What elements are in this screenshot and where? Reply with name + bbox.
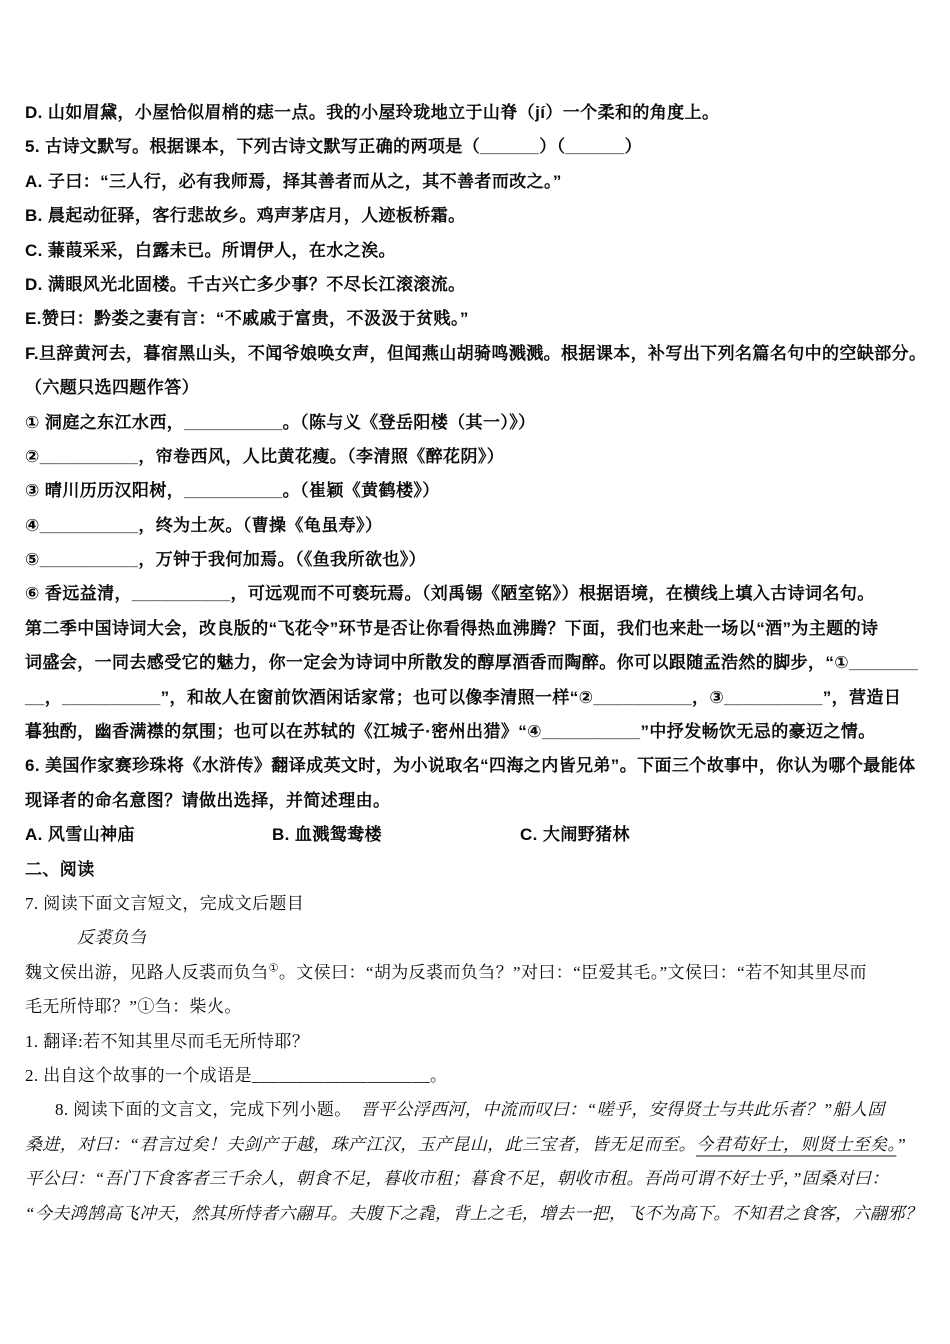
text-segment: 第二季中国诗词大会，改良版的“飞花令”环节是否让你看得热血沸腾？下面，我们也来赴一场以“酒”为主题的诗 bbox=[25, 618, 879, 638]
text-segment: __，__________”，和故人在窗前饮酒闲话家常；也可以像李清照一样“②__________，③__________”，营造日 bbox=[25, 687, 902, 707]
passage-1-title bbox=[25, 921, 925, 955]
question-5-stem bbox=[25, 130, 925, 164]
text-segment: 暮独酌，幽香满襟的氛围；也可以在苏轼的《江城子·密州出猎》“④__________”中抒发畅饮无忌的豪迈之情。 bbox=[25, 722, 876, 742]
text-segment: 7. 阅读下面文言短文，完成文后题目 bbox=[25, 893, 305, 913]
text-segment: 桑进，对曰：“君言过矣！夫剑产于越，珠产江汉，玉产昆山，此三宝者，皆无足而至。 bbox=[25, 1134, 697, 1154]
text-segment: E.赞曰：黔娄之妻有言：“不戚戚于富贵，不汲汲于贫贱。” bbox=[25, 309, 469, 329]
text-segment: 二、阅读 bbox=[25, 859, 95, 879]
context-paragraph-line-1 bbox=[25, 612, 925, 646]
question-6-stem-line-1 bbox=[25, 749, 925, 783]
dictation-blank-2 bbox=[25, 440, 925, 474]
text-segment: ① 洞庭之东江水西，__________。（陈与义《登岳阳楼（其一）》） bbox=[25, 412, 536, 432]
question-5-option-a bbox=[25, 165, 925, 199]
text-segment: ④__________，终为土灰。（曹操《龟虽寿》） bbox=[25, 515, 383, 535]
text-segment: 魏文侯出游，见路人反裘而负刍 bbox=[25, 962, 269, 982]
text-segment: 晋平公浮西河，中流而叹曰：“嗟乎，安得贤士与共此乐者？”船人固 bbox=[343, 1100, 885, 1120]
text-segment: 。文侯曰：“胡为反裘而负刍？”对曰：“臣爱其毛。”文侯曰：“若不知其里尽而 bbox=[278, 962, 867, 982]
text-segment: 8. 阅读下面的文言文，完成下列小题。 bbox=[55, 1100, 344, 1120]
question-6-options bbox=[25, 818, 925, 852]
text-segment: 1. 翻译:若不知其里尽而毛无所恃耶？ bbox=[25, 1031, 310, 1051]
passage-2-line-3 bbox=[25, 1162, 925, 1196]
text-segment: ⑥ 香远益清，__________，可远观而不可亵玩焉。（刘禹锡《陋室铭》）根据语境，在横线上填入古诗词名句。 bbox=[25, 584, 875, 604]
dictation-instruction bbox=[25, 371, 925, 405]
text-segment: 平公曰：“吾门下食客者三千余人，朝食不足，暮收市租；暮食不足，朝收市租。吾尚可谓不好士乎，”固桑对曰： bbox=[25, 1169, 889, 1189]
footnote-marker: ① bbox=[268, 962, 279, 975]
text-segment: ②__________，帘卷西风，人比黄花瘦。（李清照《醉花阴》） bbox=[25, 446, 505, 466]
text-segment: B. 晨起动征驿，客行悲故乡。鸡声茅店月，人迹板桥霜。 bbox=[25, 206, 466, 226]
text-segment: D. 山如眉黛，小屋恰似眉梢的痣一点。我的小屋玲珑地立于山脊（jí）一个柔和的角度上。 bbox=[25, 103, 720, 122]
context-paragraph-line-4 bbox=[25, 715, 925, 749]
question-6-option-a: A. 风雪山神庙 bbox=[25, 825, 135, 845]
context-paragraph-line-2 bbox=[25, 646, 925, 680]
text-segment: F.旦辞黄河去，暮宿黑山头，不闻爷娘唤女声，但闻燕山胡骑鸣溅溅。根据课本，补写出下列名篇名句中的空缺部分。 bbox=[25, 343, 927, 363]
text-segment: D. 满眼风光北固楼。千古兴亡多少事？不尽长江滚滚流。 bbox=[25, 274, 466, 294]
option-d-prev-question bbox=[25, 96, 925, 130]
question-7-stem bbox=[25, 887, 925, 921]
question-8-stem-and-passage-line-1 bbox=[25, 1093, 925, 1127]
text-segment: 6. 美国作家赛珍珠将《水浒传》翻译成英文时，为小说取名“四海之内皆兄弟”。下面三个故事中，你认为哪个最能体 bbox=[25, 756, 916, 776]
text-segment: 反裘负刍 bbox=[77, 928, 147, 948]
text-segment: A. 子曰：“三人行，必有我师焉，择其善者而从之，其不善者而改之。” bbox=[25, 171, 562, 191]
dictation-blank-3 bbox=[25, 474, 925, 508]
text-segment: 2. 出自这个故事的一个成语是____________________。 bbox=[25, 1065, 448, 1085]
question-7-sub-2 bbox=[25, 1059, 925, 1093]
text-segment: （六题只选四题作答） bbox=[25, 378, 199, 398]
context-paragraph-line-3 bbox=[25, 681, 925, 715]
dictation-blank-6 bbox=[25, 577, 925, 611]
text-segment: 毛无所恃耶？”①刍：柴火。 bbox=[25, 997, 242, 1017]
passage-2-line-4 bbox=[25, 1197, 925, 1231]
passage-1-line-1 bbox=[25, 956, 925, 990]
question-5-option-c bbox=[25, 234, 925, 268]
section-2-heading bbox=[25, 853, 925, 887]
question-5-option-b bbox=[25, 199, 925, 233]
question-6-stem-line-2 bbox=[25, 784, 925, 818]
document-content bbox=[25, 96, 925, 1231]
question-5-option-d bbox=[25, 268, 925, 302]
underlined-phrase: 今君苟好士，则贤士至矣。 bbox=[696, 1134, 897, 1154]
question-5-option-e bbox=[25, 302, 925, 336]
text-segment: 5. 古诗文默写。根据课本，下列古诗文默写正确的两项是（______）（______） bbox=[25, 137, 643, 157]
question-5-option-f bbox=[25, 337, 925, 371]
text-segment: 现译者的命名意图？请做出选择，并简述理由。 bbox=[25, 790, 391, 810]
text-segment: C. 蒹葭采采，白露未已。所谓伊人，在水之涘。 bbox=[25, 240, 396, 260]
text-segment: “今夫鸿鹄高飞冲天，然其所恃者六翮耳。夫腹下之毳，背上之毛，增去一把，飞不为高下。不知君之食客，六翮邪？ bbox=[25, 1203, 923, 1223]
text-segment: ” bbox=[896, 1134, 907, 1154]
question-6-option-b: B. 血溅鸳鸯楼 bbox=[272, 825, 382, 845]
text-segment: ③ 晴川历历汉阳树，__________。（崔颖《黄鹤楼》） bbox=[25, 481, 440, 501]
passage-2-line-2 bbox=[25, 1128, 925, 1162]
text-segment: ⑤__________，万钟于我何加焉。（《鱼我所欲也》） bbox=[25, 550, 427, 570]
dictation-blank-1 bbox=[25, 406, 925, 440]
question-6-option-c: C. 大闹野猪林 bbox=[520, 825, 630, 845]
dictation-blank-5 bbox=[25, 543, 925, 577]
text-segment: 词盛会，一同去感受它的魅力，你一定会为诗词中所散发的醇厚酒香而陶醉。你可以跟随孟浩然的脚步，“①_______ bbox=[25, 653, 919, 673]
dictation-blank-4 bbox=[25, 509, 925, 543]
question-7-sub-1 bbox=[25, 1025, 925, 1059]
passage-1-line-2 bbox=[25, 990, 925, 1024]
